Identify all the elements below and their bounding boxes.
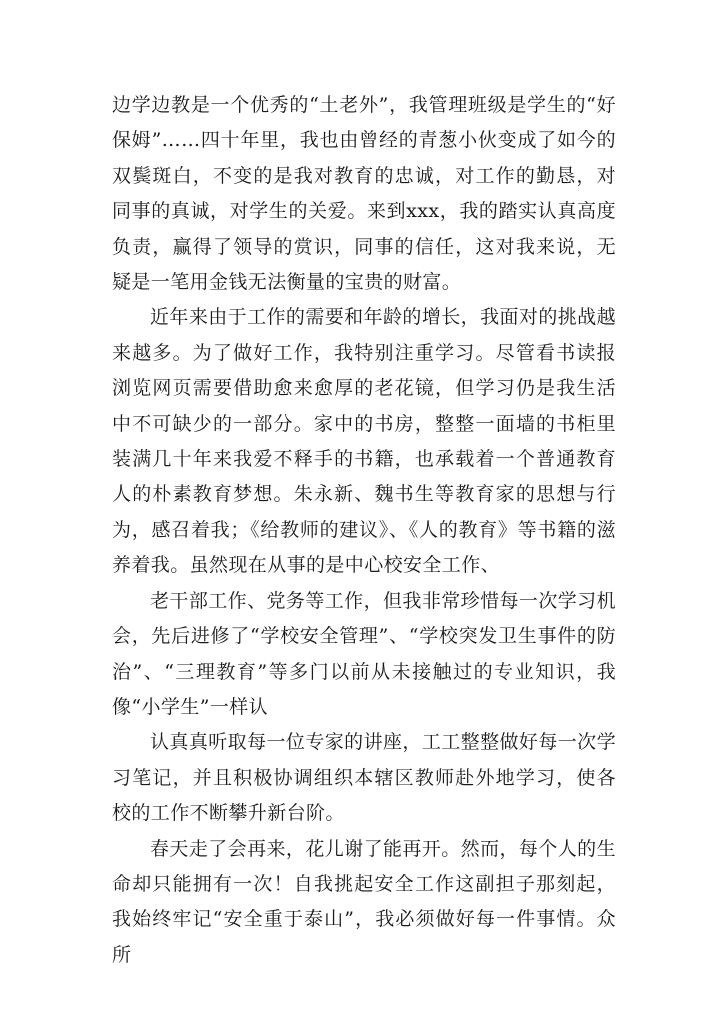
paragraph-2: 近年来由于工作的需要和年龄的增长，我面对的挑战越来越多。为了做好工作，我特别注重学习。尽管看书读报浏览网页需要借助愈来愈厚的老花镜，但学习仍是我生活中不可缺少的一部分。家中的书房，整整一面墙的书柜里装满几十年来我爱不释手的书籍，也承载着一个普通教育人的朴素教育梦想。朱永新、魏书生等教育家的思想与行为，感召着我；《给教师的建议》、《人的教育》等书籍的滋养着我。虽然现在从事的是中心校安全工作、: [112, 306, 616, 577]
document-body: [112, 88, 616, 973]
paragraph-4: 认真真听取每一位专家的讲座，工工整整做好每一次学习笔记，并且积极协调组织本辖区教师赴外地学习，使各校的工作不断攀升新台阶。: [112, 731, 616, 825]
paragraph-5: 春天走了会再来，花儿谢了能再开。然而，每个人的生命却只能拥有一次！自我挑起安全工作这副担子那刻起，我始终牢记“安全重于泰山”，我必须做好每一件事情。众所: [112, 837, 616, 966]
paragraph-1: 边学边教是一个优秀的“土老外”，我管理班级是学生的“好保姆”……四十年里，我也由曾经的青葱小伙变成了如今的双鬓斑白，不变的是我对教育的忠诚，对工作的勤恳，对同事的真诚，对学生的关爱。来到xxx，我的踏实认真高度负责，赢得了领导的赏识，同事的信任，这对我来说，无疑是一笔用金钱无法衡量的宝贵的财富。: [112, 94, 616, 294]
paragraph-3: 老干部工作、党务等工作，但我非常珍惜每一次学习机会，先后进修了“学校安全管理”、“学校突发卫生事件的防治”、“三理教育”等多门以前从未接触过的专业知识，我像“小学生”一样认: [112, 589, 616, 718]
